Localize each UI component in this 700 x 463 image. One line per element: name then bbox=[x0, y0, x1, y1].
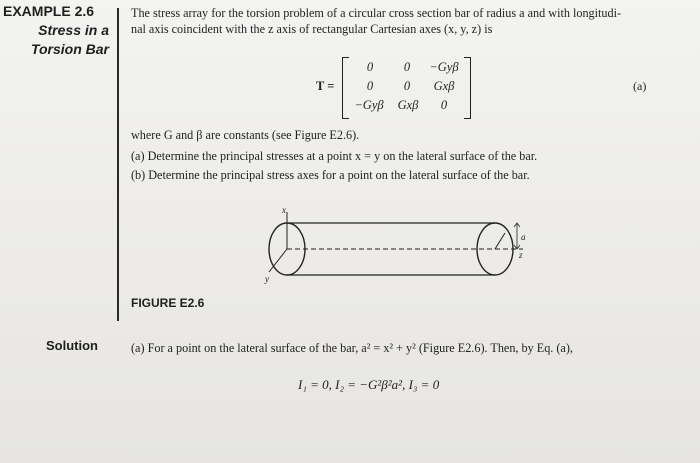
matrix-cell: 0 bbox=[366, 60, 374, 74]
intro-line2: nal axis coincident with the z axis of rectangular Cartesian axes (x, y, z) is bbox=[131, 22, 493, 36]
figure-radius-label: a bbox=[521, 232, 526, 242]
figure-axis-x-label: x bbox=[282, 205, 286, 215]
part-a-text: (a) Determine the principal stresses at a point x = y on the lateral surface of the bar. bbox=[131, 149, 538, 163]
figure-cylinder bbox=[255, 200, 535, 295]
where-text: where G and β are constants (see Figure E2.6). bbox=[131, 128, 360, 142]
matrix-cell: Gxβ bbox=[397, 98, 419, 112]
matrix-bracket-right bbox=[464, 57, 471, 119]
figure-caption: FIGURE E2.6 bbox=[131, 296, 205, 310]
matrix-cell: Gxβ bbox=[433, 79, 455, 93]
part-b-text: (b) Determine the principal stress axes for a point on the lateral surface of the bar. bbox=[131, 168, 530, 182]
solution-text: (a) For a point on the lateral surface of the bar, a² = x² + y² (Figure E2.6). Then, by Eq. (a), bbox=[131, 341, 573, 355]
matrix-cell: 0 bbox=[403, 79, 411, 93]
matrix-cell: 0 bbox=[366, 79, 374, 93]
stress-matrix bbox=[316, 57, 474, 117]
example-title-line1: Stress in a bbox=[38, 22, 109, 38]
equation-tag: (a) bbox=[633, 79, 647, 93]
intro-line1: The stress array for the torsion problem of a circular cross section bar of radius a and with longitudi- bbox=[131, 6, 622, 20]
figure-axis-y-label: y bbox=[265, 274, 269, 284]
example-number: EXAMPLE 2.6 bbox=[3, 3, 95, 19]
matrix-cell: −Gyβ bbox=[429, 60, 459, 74]
solution-result: I₁ = 0, I₂ = −G²β²a², I₃ = 0 bbox=[298, 377, 440, 392]
matrix-cell: 0 bbox=[403, 60, 411, 74]
solution-heading: Solution bbox=[46, 338, 98, 353]
matrix-cell: −Gyβ bbox=[354, 98, 384, 112]
matrix-cell: 0 bbox=[440, 98, 448, 112]
example-title-line2: Torsion Bar bbox=[30, 41, 109, 57]
vertical-rule bbox=[117, 8, 119, 321]
matrix-label: T = bbox=[316, 79, 335, 93]
figure-axis-z-label: z bbox=[519, 250, 523, 260]
